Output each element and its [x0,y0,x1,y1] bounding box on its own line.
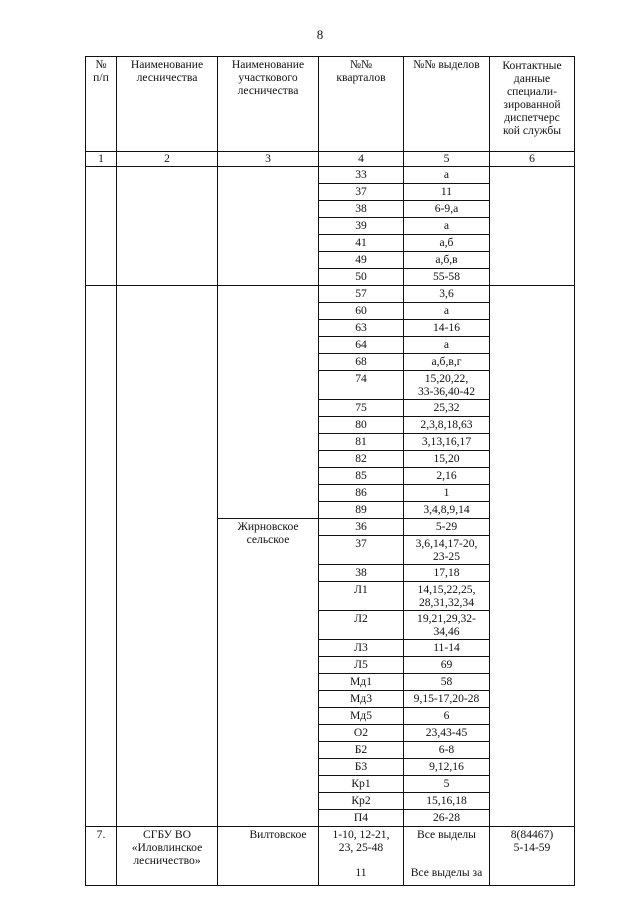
parcel-cell: 1 [404,485,490,502]
quarter-cell: 63 [319,320,404,337]
parcel-cell: 6 [404,708,490,725]
quarter-cell: 37 [319,536,404,565]
quarter-cell [319,827,404,886]
quarter-cell: 86 [319,485,404,502]
quarter-cell: 36 [319,519,404,536]
contact-cell [490,286,575,827]
quarter-cell: 82 [319,451,404,468]
parcel-cell: 15,16,18 [404,793,490,810]
parcel-cell: 2,3,8,18,63 [404,417,490,434]
quarter-cell: 81 [319,434,404,451]
parcel-cell: 3,6,14,17-20, 23-25 [404,536,490,565]
parcel-cell: 14-16 [404,320,490,337]
parcel-cell: 19,21,29,32- 34,46 [404,611,490,640]
parcel-cell: 58 [404,674,490,691]
quarter-cell: 37 [319,184,404,201]
parcel-cell: 15,20,22, 33-36,40-42 [404,371,490,400]
quarter-cell: П4 [319,810,404,827]
parcel-cell: 9,15-17,20-28 [404,691,490,708]
parcel-cell: 6-8 [404,742,490,759]
parcel-cell: 3,6 [404,286,490,303]
district-cell [218,167,319,286]
header-contacts: Контактные данные специали- зированной диспетчерс кой службы [490,57,575,152]
quarters-single: 11 [355,866,367,879]
quarter-cell: 33 [319,167,404,184]
quarter-cell: 68 [319,354,404,371]
parcel-cell: а,б,в,г [404,354,490,371]
quarter-cell: Мд5 [319,708,404,725]
quarter-cell: Кр2 [319,793,404,810]
parcel-cell: 69 [404,657,490,674]
quarter-cell: Л3 [319,640,404,657]
quarter-cell: 89 [319,502,404,519]
contact-phone: 8(84467) 5-14-59 [490,827,575,886]
row-number: 7. [86,827,117,886]
parcel-cell: 17,18 [404,565,490,582]
quarter-cell: 50 [319,269,404,286]
quarter-cell: Мд1 [319,674,404,691]
quarter-cell: Л2 [319,611,404,640]
forestry-table [85,56,575,886]
parcel-cell: а [404,218,490,235]
parcel-cell: 3,4,8,9,14 [404,502,490,519]
parcel-cell: а,б [404,235,490,252]
parcel-cell: 55-58 [404,269,490,286]
header-number: № п/п [86,57,117,152]
contact-cell [490,167,575,286]
quarter-cell: Л5 [319,657,404,674]
column-numbers-row [86,152,575,167]
table-row-7 [86,827,575,886]
parcel-cell: 11-14 [404,640,490,657]
quarter-cell: Б3 [319,759,404,776]
district-cell: Жирновское сельское [218,519,319,827]
parcel-cell: 14,15,22,25, 28,31,32,34 [404,582,490,611]
forestry-cell [117,167,218,286]
parcel-cell: 6-9,а [404,201,490,218]
forestry-cell [117,286,218,827]
quarter-cell: 38 [319,565,404,582]
quarter-cell: Б2 [319,742,404,759]
quarter-cell: 39 [319,218,404,235]
quarter-cell: 85 [319,468,404,485]
header-district: Наименование участкового лесничества [218,57,319,152]
quarter-cell: Мд3 [319,691,404,708]
parcel-cell: а [404,337,490,354]
header-forestry: Наименование лесничества [117,57,218,152]
parcel-cell: 23,43-45 [404,725,490,742]
parcel-cell: 5-29 [404,519,490,536]
parcel-cell: 25,32 [404,400,490,417]
quarter-cell: О2 [319,725,404,742]
quarter-cell: 75 [319,400,404,417]
page-number: 8 [316,27,324,42]
district-cell [218,286,319,519]
number-cell [86,167,117,286]
column-number: 2 [117,152,218,167]
quarter-cell: 41 [319,235,404,252]
parcel-cell: а [404,167,490,184]
parcel-cell [404,827,490,886]
column-number: 6 [490,152,575,167]
parcel-cell: а,б,в [404,252,490,269]
parcel-cell: 26-28 [404,810,490,827]
quarter-cell: 60 [319,303,404,320]
column-number: 1 [86,152,117,167]
parcel-cell: 15,20 [404,451,490,468]
quarter-cell: 49 [319,252,404,269]
table-row [86,286,575,303]
header-quarters: №№ кварталов [319,57,404,152]
quarter-cell: 38 [319,201,404,218]
quarter-cell: Л1 [319,582,404,611]
parcel-cell: 2,16 [404,468,490,485]
parcels-all: Все выделы [417,828,476,841]
parcels-all-except: Все выделы за [410,866,483,879]
forestry-name: СГБУ ВО «Иловлинское лесничество» [117,827,218,886]
column-number: 5 [404,152,490,167]
quarter-cell: 64 [319,337,404,354]
table-header-row [86,57,575,152]
parcel-cell: 9,12,16 [404,759,490,776]
header-parcels: №№ выделов [404,57,490,152]
column-number: 3 [218,152,319,167]
parcel-cell: а [404,303,490,320]
quarter-cell: 57 [319,286,404,303]
quarter-cell: 80 [319,417,404,434]
parcel-cell: 5 [404,776,490,793]
quarter-cell: Кр1 [319,776,404,793]
quarter-cell: 74 [319,371,404,400]
number-cell [86,286,117,827]
quarters-range: 1-10, 12-21, 23, 25-48 [332,828,390,854]
table-row [86,167,575,184]
column-number: 4 [319,152,404,167]
parcel-cell: 11 [404,184,490,201]
district-name: Вилтовское [218,827,319,886]
parcel-cell: 3,13,16,17 [404,434,490,451]
